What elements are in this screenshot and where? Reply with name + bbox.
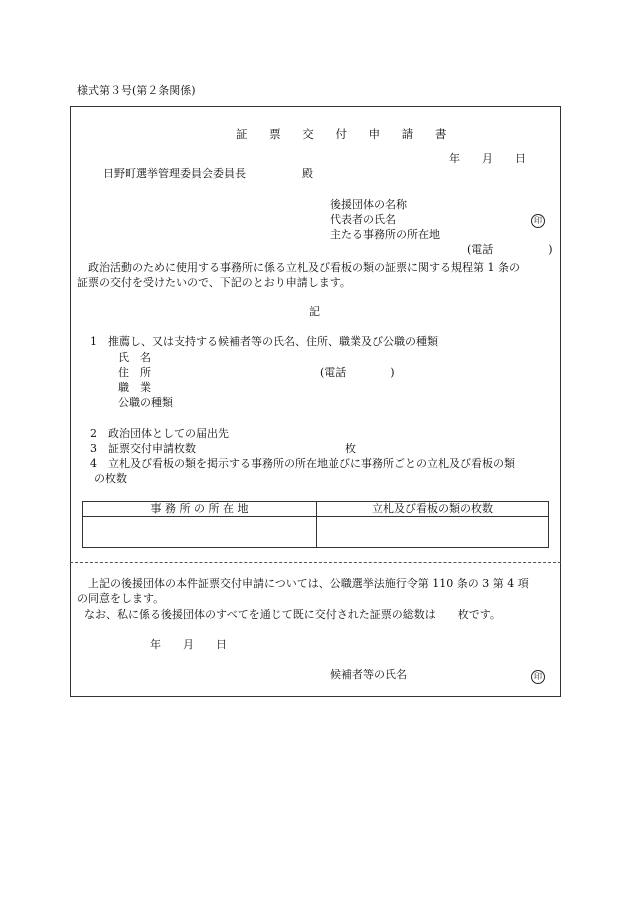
candidate-name-label: 氏 名 — [118, 351, 151, 364]
office-table — [82, 501, 549, 548]
office-type-label: 公職の種類 — [118, 396, 173, 409]
applicant-phone: (電話 ) — [467, 243, 553, 256]
table-header-sign-count: 立札及び看板の類の枚数 — [317, 502, 549, 517]
candidate-address-label: 住 所 — [118, 366, 151, 379]
item-4-line1: 4 立札及び看板の類を掲示する事務所の所在地並びに事務所ごとの立札及び看板の類 — [90, 457, 515, 470]
main-office-label: 主たる事務所の所在地 — [330, 228, 440, 241]
item-4-line2: の枚数 — [94, 472, 127, 485]
table-header-office-location: 事 務 所 の 所 在 地 — [83, 502, 317, 517]
sheet-unit: 枚 — [345, 442, 356, 455]
form-number: 様式第３号(第２条関係) — [77, 84, 196, 97]
addressee: 日野町選挙管理委員会委員長 — [103, 167, 246, 180]
honorific: 殿 — [302, 167, 313, 180]
dashed-divider — [70, 562, 561, 563]
body-text-line1: 政治活動のために使用する事務所に係る立札及び看板の類の証票に関する規程第 1 条の — [88, 261, 520, 274]
seal-mark: 印 — [531, 670, 545, 684]
form-title: 証 票 交 付 申 請 書 — [236, 127, 456, 141]
candidate-phone: (電話 ) — [320, 366, 395, 379]
table-cell-office-location[interactable] — [83, 517, 317, 548]
representative-name-label: 代表者の氏名 — [330, 213, 396, 226]
candidate-name-sign-label: 候補者等の氏名 — [330, 668, 407, 681]
seal-mark: 印 — [531, 214, 545, 228]
consent-line1: 上記の後援団体の本件証票交付申請については、公職選挙法施行令第 110 条の 3 第 4 項 — [88, 577, 529, 590]
table-cell-sign-count[interactable] — [317, 517, 549, 548]
item-3: 3 証票交付申請枚数 — [90, 442, 196, 455]
date-line: 年 月 日 — [449, 152, 526, 165]
candidate-occupation-label: 職 業 — [118, 381, 151, 394]
item-2: 2 政治団体としての届出先 — [90, 427, 229, 440]
consent-line3: なお、私に係る後援団体のすべてを通じて既に交付された証票の総数は 枚です。 — [84, 608, 501, 621]
body-text-line2: 証票の交付を受けたいので、下記のとおり申請します。 — [77, 276, 351, 289]
consent-line2: の同意をします。 — [77, 592, 165, 605]
consent-date: 年 月 日 — [150, 638, 227, 651]
group-name-label: 後援団体の名称 — [330, 198, 407, 211]
ki-heading: 記 — [309, 305, 320, 318]
item-1: 1 推薦し、又は支持する候補者等の氏名、住所、職業及び公職の種類 — [90, 335, 438, 348]
